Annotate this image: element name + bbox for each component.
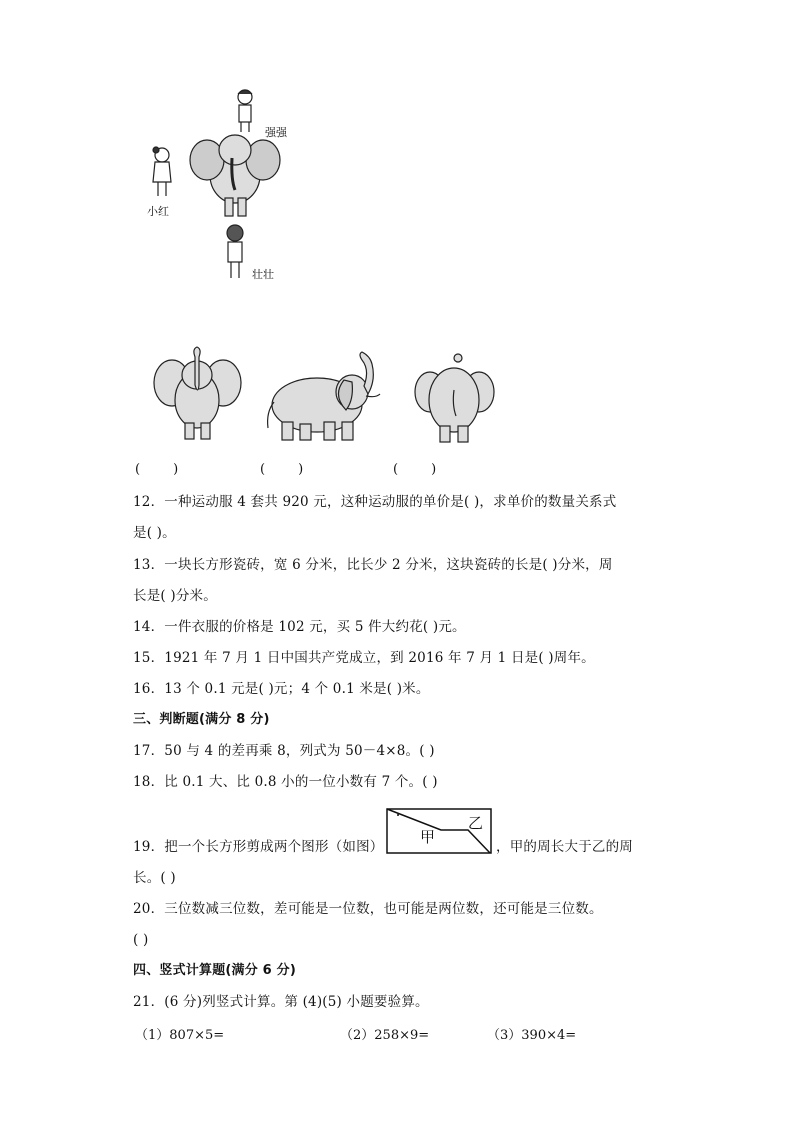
question-17: 17．50 与 4 的差再乘 8，列式为 50－4×8。( ) xyxy=(133,743,435,759)
question-13-line2: 长是( )分米。 xyxy=(133,588,217,604)
question-19-line2: ，甲的周长大于乙的周 xyxy=(496,839,633,855)
question-21: 21．(6 分)列竖式计算。第 (4)(5) 小题要验算。 xyxy=(133,994,429,1010)
question-12-line2: 是( )。 xyxy=(133,525,176,541)
section-3-heading: 三、判断题(满分 8 分) xyxy=(133,712,270,727)
question-13-line1: 13．一块长方形瓷砖，宽 6 分米，比长少 2 分米，这块瓷砖的长是( )分米，周 xyxy=(133,557,613,573)
section-4-heading: 四、竖式计算题(满分 6 分) xyxy=(133,963,296,978)
question-20-line2: ( ) xyxy=(133,932,149,948)
elephant-side-view xyxy=(262,350,387,445)
elephant-back-view xyxy=(412,350,497,445)
blank-back-view[interactable]: ( ) xyxy=(393,462,437,477)
calc-1: （1）807×5= xyxy=(135,1028,225,1043)
label-xiaohong: 小红 xyxy=(147,205,169,218)
question-20-line1: 20．三位数减三位数，差可能是一位数，也可能是两位数，还可能是三位数。 xyxy=(133,901,603,917)
calc-2: （2）258×9= xyxy=(340,1028,430,1043)
question-19-line3: 长。( ) xyxy=(133,870,176,886)
label-jia: 甲 xyxy=(420,828,436,846)
question-12-line1: 12．一种运动服 4 套共 920 元，这种运动服的单价是( )，求单价的数量关系式 xyxy=(133,494,617,510)
question-16: 16．13 个 0.1 元是( )元；4 个 0.1 米是( )米。 xyxy=(133,681,430,697)
question-18: 18．比 0.1 大、比 0.8 小的一位小数有 7 个。( ) xyxy=(133,774,438,790)
question-19-line1: 19．把一个长方形剪成两个图形（如图） xyxy=(133,839,384,855)
elephant-front-view xyxy=(150,345,245,445)
question-15: 15．1921 年 7 月 1 日中国共产党成立，到 2016 年 7 月 1 日是( )周年。 xyxy=(133,650,595,666)
blank-side-view[interactable]: ( ) xyxy=(260,462,304,477)
label-yi: 乙 xyxy=(468,814,484,832)
calc-3: （3）390×4= xyxy=(487,1028,577,1043)
label-qiangqiang: 强强 xyxy=(265,126,287,139)
label-zhuangzhuang: 壮壮 xyxy=(252,268,274,281)
question-14: 14．一件衣服的价格是 102 元，买 5 件大约花( )元。 xyxy=(133,619,466,635)
children-elephant-figure xyxy=(135,80,315,290)
blank-front-view[interactable]: ( ) xyxy=(135,462,179,477)
